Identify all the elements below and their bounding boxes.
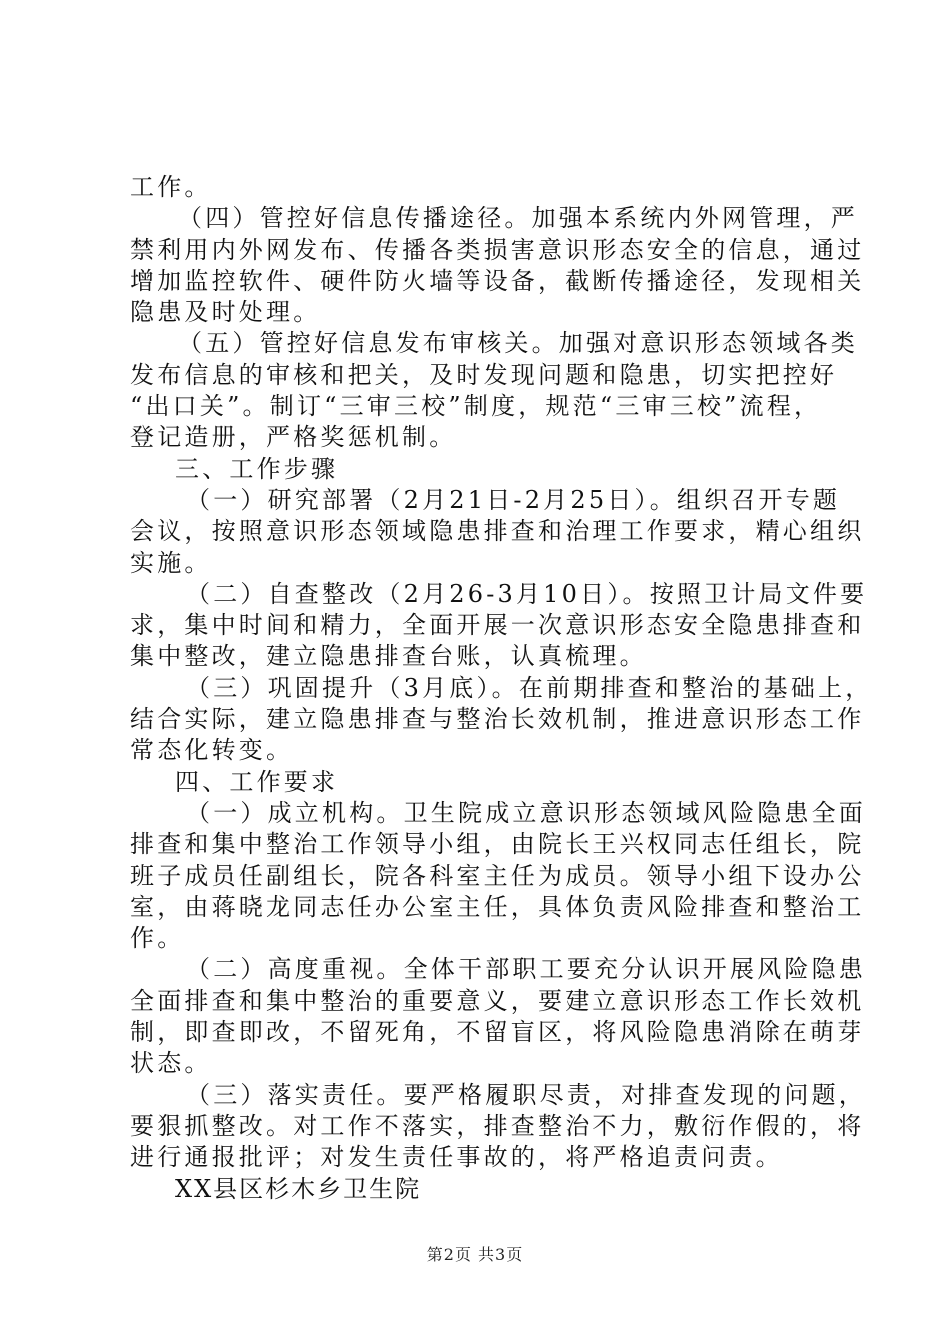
text-line: 实施。 bbox=[130, 548, 212, 577]
text-line: （四）管控好信息传播途径。加强本系统内外网管理，严 bbox=[178, 204, 858, 233]
text-line: 集中整改，建立隐患排查台账，认真梳理。 bbox=[130, 642, 647, 671]
text-line: 隐患及时处理。 bbox=[130, 298, 321, 327]
signature-organization: XX县区杉木乡卫生院 bbox=[175, 1174, 422, 1203]
text-line: 室，由蒋晓龙同志任办公室主任，具体负责风险排查和整治工 bbox=[130, 892, 865, 921]
text-line: （三）落实责任。要严格履职尽责，对排查发现的问题， bbox=[186, 1080, 866, 1109]
text-line: 作。 bbox=[130, 924, 185, 953]
text-line: （二）高度重视。全体干部职工要充分认识开展风险隐患 bbox=[186, 955, 866, 984]
text-line: （五）管控好信息发布审核关。加强对意识形态领域各类 bbox=[178, 329, 858, 358]
text-line: （二）自查整改（2月26-3月10日）。按照卫计局文件要 bbox=[186, 579, 868, 608]
text-line: 会议，按照意识形态领域隐患排查和治理工作要求，精心组织 bbox=[130, 517, 865, 546]
text-line: 结合实际，建立隐患排查与整治长效机制，推进意识形态工作 bbox=[130, 705, 865, 734]
text-line: 班子成员任副组长，院各科室主任为成员。领导小组下设办公 bbox=[130, 861, 865, 890]
section-heading: 四、工作要求 bbox=[175, 767, 339, 796]
text-line: 常态化转变。 bbox=[130, 736, 294, 765]
text-line: 工作。 bbox=[130, 173, 212, 201]
text-line: （一）成立机构。卫生院成立意识形态领域风险隐患全面 bbox=[186, 798, 866, 827]
text-line: 要狠抓整改。对工作不落实，排查整治不力，敷衍作假的，将 bbox=[130, 1111, 865, 1140]
text-line: 增加监控软件、硬件防火墙等设备，截断传播途径，发现相关 bbox=[130, 266, 865, 295]
text-line: （三）巩固提升（3月底）。在前期排查和整治的基础上， bbox=[186, 673, 873, 702]
text-line: 进行通报批评；对发生责任事故的，将严格追责问责。 bbox=[130, 1143, 783, 1172]
text-line: 排查和集中整治工作领导小组，由院长王兴权同志任组长，院 bbox=[130, 830, 865, 859]
text-line: 禁利用内外网发布、传播各类损害意识形态安全的信息，通过 bbox=[130, 235, 865, 264]
text-line: 制，即查即改，不留死角，不留盲区，将风险隐患消除在萌芽 bbox=[130, 1018, 865, 1047]
text-line: 发布信息的审核和把关，及时发现问题和隐患，切实把控好 bbox=[130, 360, 838, 389]
text-line: （一）研究部署（2月21日-2月25日）。组织召开专题 bbox=[186, 485, 841, 514]
text-line: 状态。 bbox=[130, 1049, 212, 1078]
text-line: 全面排查和集中整治的重要意义，要建立意识形态工作长效机 bbox=[130, 986, 865, 1015]
page-footer: 第2页 共3页 bbox=[426, 1245, 524, 1264]
document-body bbox=[130, 172, 873, 1205]
text-line: 求，集中时间和精力，全面开展一次意识形态安全隐患排查和 bbox=[130, 611, 865, 640]
text-line: “出口关”。制订“三审三校”制度，规范“三审三校”流程， bbox=[130, 392, 822, 421]
text-line: 登记造册，严格奖惩机制。 bbox=[130, 423, 457, 452]
section-heading: 三、工作步骤 bbox=[175, 454, 339, 483]
